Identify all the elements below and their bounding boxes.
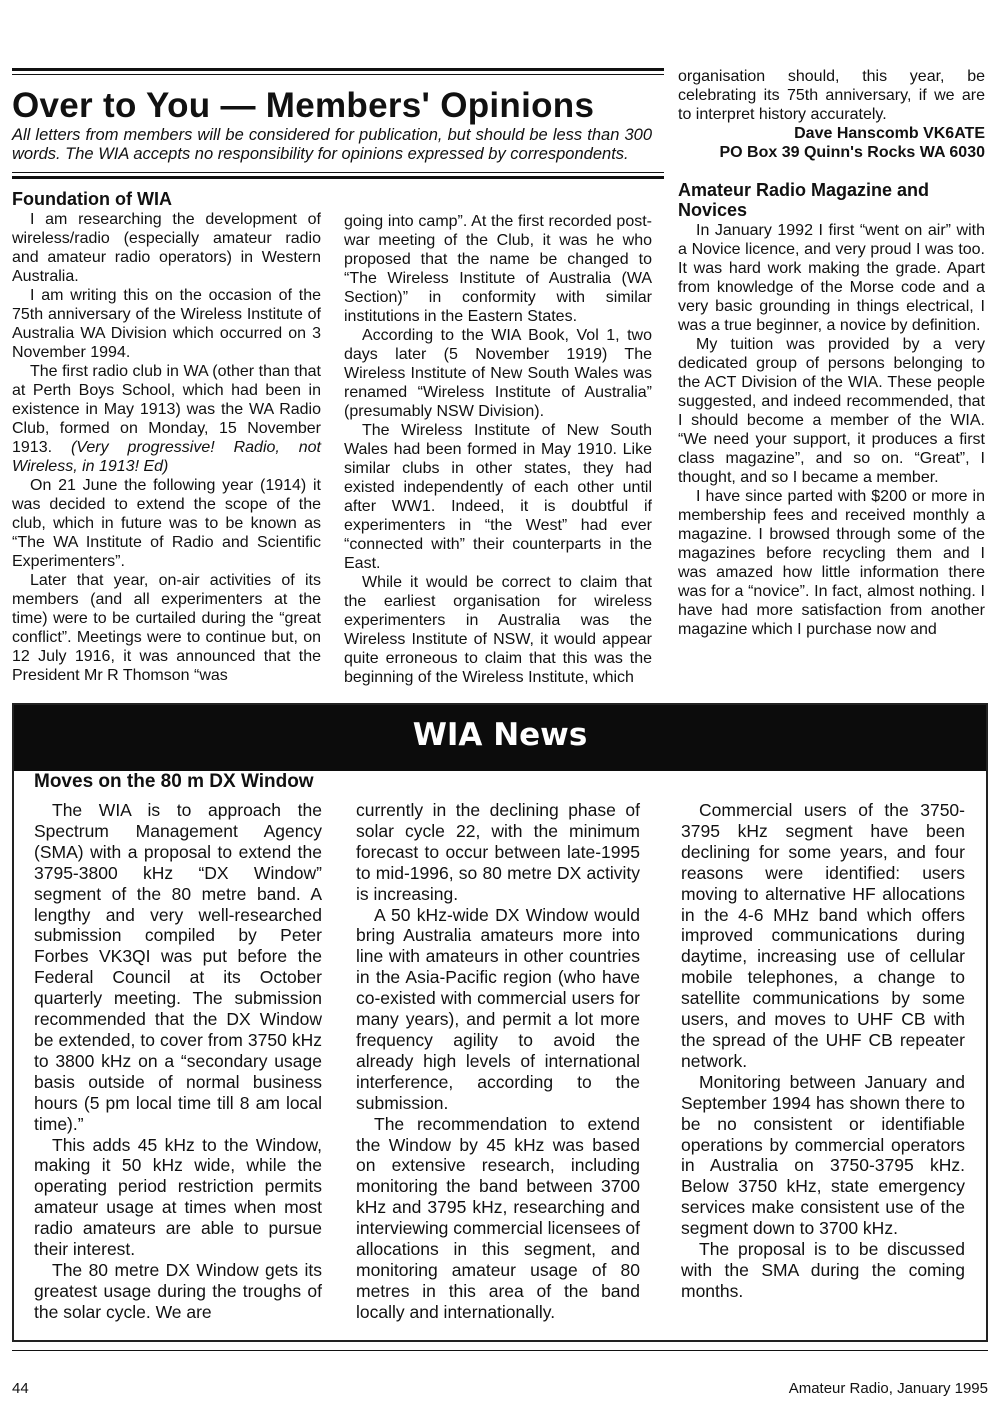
letter1-paragraph: According to the WIA Book, Vol 1, two days later (5 November 1919) The Wireless Institute of New South Wales was renamed “Wireless Institute of Australia” (presumably NSW Division). xyxy=(344,327,652,420)
letter1-heading: Foundation of WIA xyxy=(12,189,172,209)
letter1-paragraph: On 21 June the following year (1914) it was decided to extend the scope of the club, which in future was to be known as “The WA Institute of Radio and Scientific Experimenters”. xyxy=(12,477,321,570)
letter1-paragraph: going into camp”. At the first recorded post-war meeting of the Club, it was he who proposed that the name be changed to “The Wireless Institute of Australia (WA Section)” in conformity with similar institutions in the Eastern States. xyxy=(344,213,652,325)
news-paragraph: The WIA is to approach the Spectrum Management Agency (SMA) with a proposal to extend the 3795-3800 kHz “DX Window” segment of the 80 metre band. A lengthy and very well-researched submission compiled by Peter Forbes VK3QI was put before the Federal Council at its October quarterly meeting. The submission recommended that the DX Window be extended, to cover from 3750 kHz to 3800 kHz on a “secondary usage basis outside of normal business hours (5 pm local time till 8 am local time).” xyxy=(34,800,322,1134)
letter2-heading: Amateur Radio Magazine and Novices xyxy=(678,180,930,220)
news-headline: Moves on the 80 m DX Window xyxy=(34,771,314,792)
section-intro: All letters from members will be considered for publication, but should be less than 300 words. The WIA accepts no responsibility for opinions expressed by correspondents. xyxy=(12,126,652,163)
news-paragraph: Commercial users of the 3750-3795 kHz segment have been declining for some years, and four reasons were identified: users moving to alternative HF allocations in the 4-6 MHz band which offers improved communications during daytime, increasing use of cellular mobile telephones, a change to satellite communications by some users, and moves to UHF CB with the spread of the UHF CB repeater network. xyxy=(681,800,965,1071)
letter1-column-1 xyxy=(12,189,321,685)
editor-note: (Very progressive! Radio, not Wireless, in 1913! Ed) xyxy=(12,439,321,475)
header-rule-top xyxy=(12,68,664,71)
publication-info: Amateur Radio, January 1995 xyxy=(788,1380,988,1397)
letter2-paragraph: My tuition was provided by a very dedicated group of persons belonging to the ACT Division of the WIA. These people suggested, and indeed recommended, that I should become a member of the WIA. “We need your support, it produces a first class magazine”, and so on. “Great”, I thought, and so I became a member. xyxy=(678,336,985,486)
page-number: 44 xyxy=(12,1380,29,1397)
news-paragraph: The proposal is to be discussed with the SMA during the coming months. xyxy=(681,1239,965,1301)
header-rule-bottom-thin xyxy=(12,172,664,173)
letter1-paragraph: I am researching the development of wireless/radio (especially amateur radio and amateur radio operators) in Western Australia. xyxy=(12,211,321,285)
news-paragraph: currently in the declining phase of solar cycle 22, with the minimum forecast to occur between late-1995 to mid-1996, so 80 metre DX activity is increasing. xyxy=(356,800,640,904)
letter1-paragraph: While it would be correct to claim that the earliest organisation for wireless experimenters in Australia was the Wireless Institute of NSW, it would appear quite erroneous to claim that this was the beginning of the Wireless Institute, which xyxy=(344,574,652,686)
letter1-paragraph-text: The first radio club in WA (other than that at Perth Boys School, which had been in existence in May 1913) was the WA Radio Club, formed on Monday, 15 November 1913. xyxy=(12,363,321,456)
page-title: Over to You — Members' Opinions xyxy=(12,86,595,125)
letter2-paragraph: In January 1992 I first “went on air” with a Novice licence, and very proud I was too. It was hard work making the grade. Apart from knowledge of the Morse code and a very basic grounding in things electrical, I was a true beginner, a novice by definition. xyxy=(678,222,985,334)
letter2-column xyxy=(678,180,985,639)
news-column-2 xyxy=(356,800,640,1323)
letter1-paragraph: Later that year, on-air activities of its members (and all experimenters at the time) were to be curtailed during the “great conflict”. Meetings were to continue but, on 12 July 1916, it was announced that the President Mr R Thomson “was xyxy=(12,572,321,684)
letter1-signature-address: PO Box 39 Quinn's Rocks WA 6030 xyxy=(719,144,985,161)
letter1-column-2 xyxy=(344,212,652,687)
news-column-1 xyxy=(34,800,322,1323)
news-paragraph: This adds 45 kHz to the Window, making it 50 kHz wide, while the operating period restriction permits amateur usage at times when most radio amateurs are able to pursue their interest. xyxy=(34,1134,322,1260)
column-3 xyxy=(678,67,985,162)
letter2-paragraph: I have since parted with $200 or more in membership fees and received monthly a magazine. I browsed through some of the magazines before recycling them and I was amazed how little information there was for a “novice”. In fact, almost nothing. I have had more satisfaction from another magazine which I purchase now and xyxy=(678,488,985,638)
letter1-paragraph: I am writing this on the occasion of the 75th anniversary of the Wireless Institute of Australia WA Division which occurred on 3 November 1994. xyxy=(12,287,321,361)
letter1-signature-name: Dave Hanscomb VK6ATE xyxy=(794,125,985,142)
header-rule-bottom xyxy=(12,176,664,179)
news-paragraph: A 50 kHz-wide DX Window would bring Australia amateurs more into line with amateurs in other countries in the Asia-Pacific region (who have co-existed with commercial users for many years), and permit a lot more frequency agility to avoid the already high levels of international interference, according to the submission. xyxy=(356,904,640,1113)
news-banner xyxy=(14,705,986,771)
news-banner-title: WIA News xyxy=(412,717,588,753)
news-paragraph: Monitoring between January and September 1994 has shown there to be no consistent or identifiable operations by commercial operators in Australia on 3750-3795 kHz. Below 3750 kHz, state emergency services make consistent use of the segment down to 3700 kHz. xyxy=(681,1071,965,1239)
letter1-paragraph: organisation should, this year, be celebrating its 75th anniversary, if we are to interpret history accurately. xyxy=(678,68,985,123)
footer-rule xyxy=(12,1350,988,1351)
news-paragraph: The recommendation to extend the Window by 45 kHz was based on extensive research, including monitoring the band between 3700 kHz and 3795 kHz, researching and interviewing commercial licensees of allocations in this segment, and monitoring amateur usage of 80 metres in this area of the band locally and internationally. xyxy=(356,1113,640,1322)
news-column-3 xyxy=(681,800,965,1302)
letter1-paragraph: The Wireless Institute of New South Wales had been formed in May 1910. Like similar clubs in other states, they had existed independently of each other until after WW1. Indeed, it is doubtful if experimenters in “the West” had ever “connected with” their counterparts in the East. xyxy=(344,422,652,572)
news-paragraph: The 80 metre DX Window gets its greatest usage during the troughs of the solar cycle. We are xyxy=(34,1259,322,1322)
header-rule-top-thin xyxy=(12,74,664,75)
letter1-paragraph xyxy=(12,362,321,476)
